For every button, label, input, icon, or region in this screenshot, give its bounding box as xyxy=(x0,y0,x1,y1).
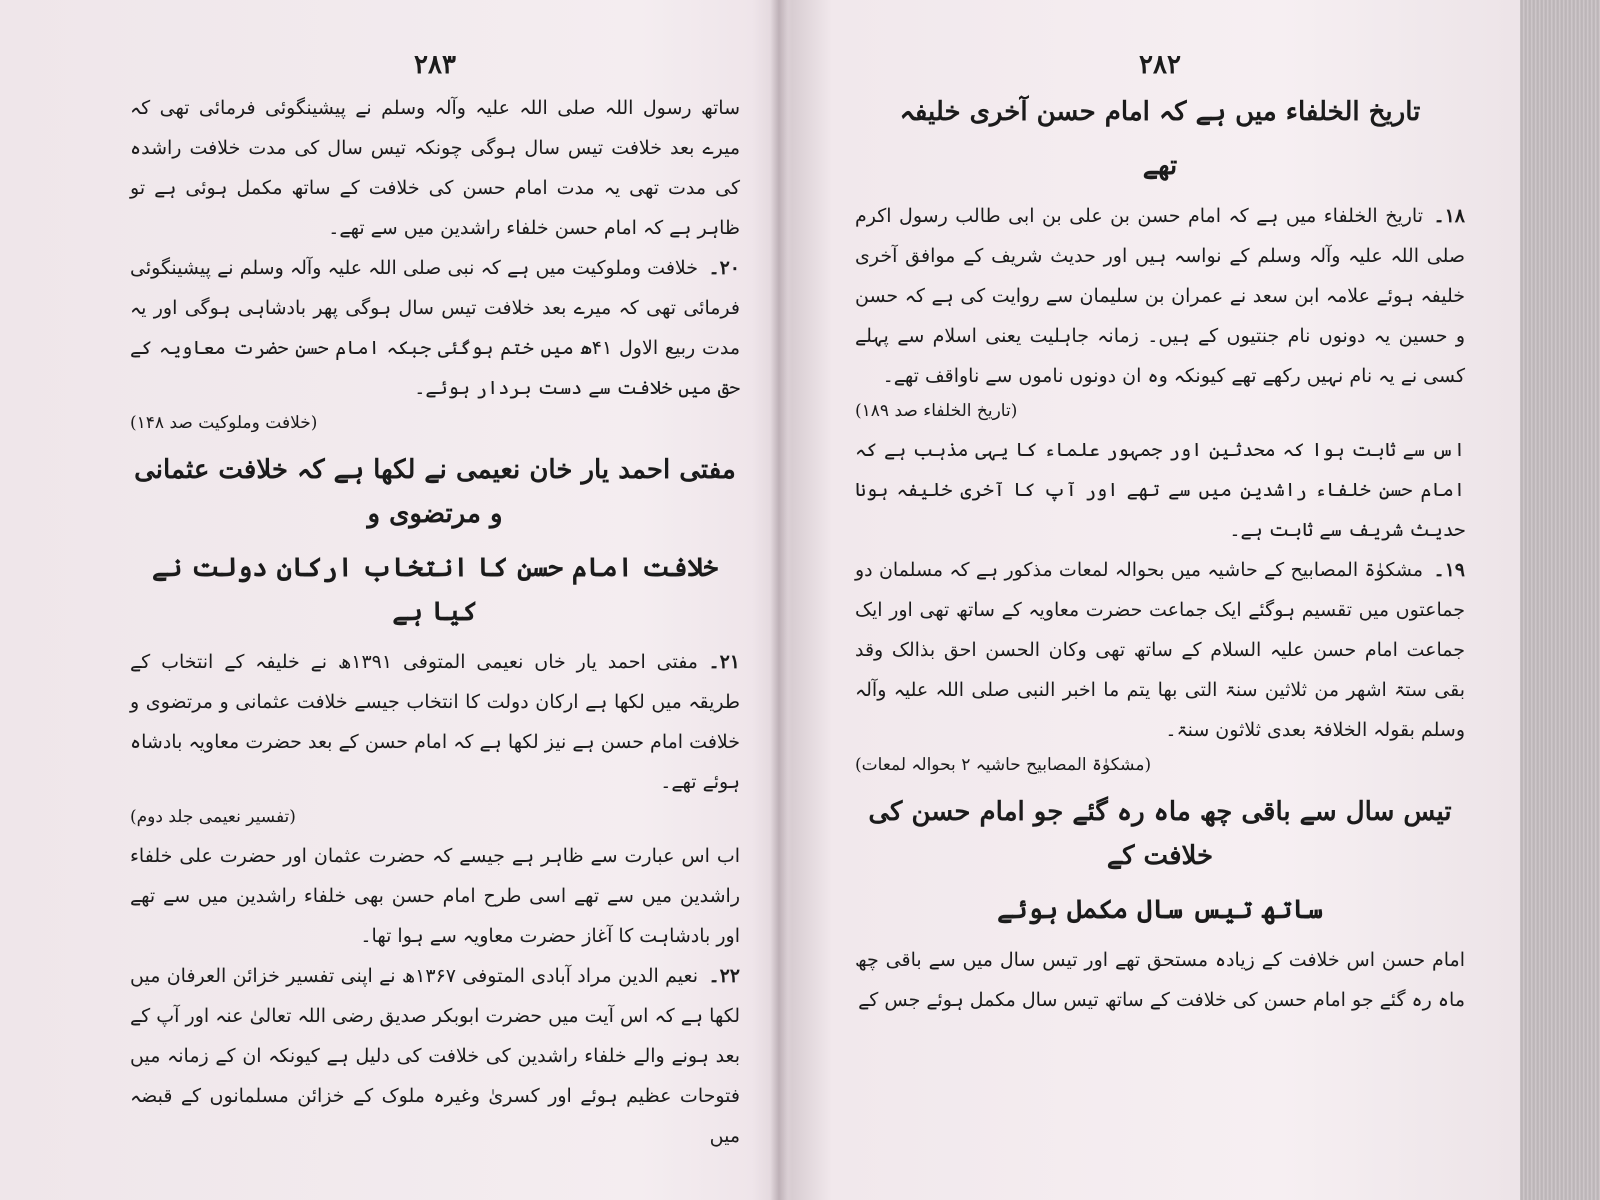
numbered-item-21 xyxy=(130,642,740,802)
citation: (تفسیر نعیمی جلد دوم) xyxy=(130,807,296,827)
item-number: ۱۸۔ xyxy=(1433,205,1465,227)
item-text: خلافت وملوکیت میں ہے کہ نبی صلی اللہ علیہ وآلہ وسلم نے پیشینگوئی فرمائی تھی کہ میرے بعد خلافت تیس سال ہوگی پھر بادشاہی ہوگی اور یہ مدت ربیع الاول ۴۱ھ میں ختم ہوگئی جبکہ امام حسن حضرت معاویہ کے حق میں خلافت سے دست بردار ہوئے۔ xyxy=(130,257,740,399)
section-heading: تاریخ الخلفاء میں ہے کہ امام حسن آخری خلیفہ xyxy=(899,97,1421,127)
right-page xyxy=(855,50,1465,1180)
item-number: ۲۱۔ xyxy=(708,651,740,673)
numbered-item-22 xyxy=(130,956,740,1156)
item-text: نعیم الدین مراد آبادی المتوفی ۱۳۶۷ھ نے اپنی تفسیر خزائن العرفان میں لکھا ہے کہ اس آیت میں حضرت ابوبکر صدیق رضی اللہ تعالیٰ عنہ اور آپ کے بعد ہونے والے خلفاء راشدین کی خلافت کی دلیل ہے کیونکہ ان کے زمانہ میں فتوحات عظیم ہوئے اور کسریٰ وغیرہ ملوک کے خزائن مسلمانوں کے قبضہ میں xyxy=(130,965,740,1147)
item-text: مفتی احمد یار خاں نعیمی المتوفی ۱۳۹۱ھ نے خلیفہ کے انتخاب کے طریقہ میں لکھا ہے ارکان دولت کا انتخاب جیسے خلافت عثمانی و مرتضوی و خلافت امام حسن ہے نیز لکھا ہے کہ امام حسن کے بعد حضرت معاویہ بادشاہ ہوئے تھے۔ xyxy=(130,651,740,793)
paragraph: امام حسن اس خلافت کے زیادہ مستحق تھے اور تیس سال میں سے باقی چھ ماہ رہ گئے جو امام حسن کی خلافت کے ساتھ تیس سال مکمل ہوئے جس کے xyxy=(855,949,1465,1011)
left-page xyxy=(130,50,740,1180)
numbered-item-20 xyxy=(130,248,740,408)
item-number: ۲۰۔ xyxy=(708,257,740,279)
page-number: ۲۸۳ xyxy=(414,50,456,80)
paragraph: اس سے ثابت ہوا کہ محدثین اور جمہور علماء کا یہی مذہب ہے کہ امام حسن خلفاء راشدین میں سے تھے اور آپ کا آخری خلیفہ ہونا حدیث شریف سے ثابت ہے۔ xyxy=(855,439,1465,541)
citation: (مشکوٰۃ المصابیح حاشیہ ۲ بحوالہ لمعات) xyxy=(855,755,1152,775)
page-edges xyxy=(1520,0,1600,1200)
book-gutter xyxy=(770,0,788,1200)
item-number: ۲۲۔ xyxy=(708,965,740,987)
paragraph: ساتھ رسول اللہ صلی اللہ علیہ وآلہ وسلم نے پیشینگوئی فرمائی تھی کہ میرے بعد خلافت تیس سال ہوگی چونکہ تیس سال کی مدت خلافت راشدہ کی مدت تھی یہ مدت امام حسن کی خلافت کے ساتھ مکمل ہوئی ہے تو ظاہر ہے کہ امام حسن خلفاء راشدین میں سے تھے۔ xyxy=(130,97,740,239)
numbered-item-18 xyxy=(855,196,1465,396)
paragraph: اب اس عبارت سے ظاہر ہے جیسے کہ حضرت عثمان اور حضرت علی خلفاء راشدین میں سے تھے اسی طرح امام حسن بھی خلفاء راشدین میں سے تھے اور بادشاہت کا آغاز حضرت معاویہ سے ہوا تھا۔ xyxy=(130,845,740,947)
section-heading: مفتی احمد یار خان نعیمی نے لکھا ہے کہ خلافت عثمانی و مرتضوی و xyxy=(134,455,736,529)
page-number: ۲۸۲ xyxy=(1139,50,1181,80)
section-heading: ساتھ تیس سال مکمل ہوئے xyxy=(997,895,1323,925)
citation: (تاریخ الخلفاء صد ۱۸۹) xyxy=(855,401,1018,421)
section-heading: تھے xyxy=(1142,151,1178,181)
section-heading: خلافت امام حسن کا انتخاب ارکان دولت نے کیا ہے xyxy=(151,553,719,627)
numbered-item-19 xyxy=(855,550,1465,750)
citation: (خلافت وملوکیت صد ۱۴۸) xyxy=(130,413,318,433)
item-number: ۱۹۔ xyxy=(1433,559,1465,581)
item-text: مشکوٰۃ المصابیح کے حاشیہ میں بحوالہ لمعات مذکور ہے کہ مسلمان دو جماعتوں میں تقسیم ہوگئے ایک جماعت حضرت معاویہ کے ساتھ تھی اور ایک جماعت امام حسن علیہ السلام کے ساتھ تھی وکان الحسن احق بذالک وقد بقی ستۃ اشھر من ثلاثین سنۃ التی بھا یتم ما اخبر النبی صلی اللہ علیہ وآلہ وسلم بقولہ الخلافۃ بعدی ثلاثون سنۃ۔ xyxy=(855,559,1465,741)
section-heading: تیس سال سے باقی چھ ماہ رہ گئے جو امام حسن کی خلافت کے xyxy=(868,797,1452,871)
item-text: تاریخ الخلفاء میں ہے کہ امام حسن بن علی بن ابی طالب رسول اکرم صلی اللہ علیہ وآلہ وسلم کے نواسہ ہیں اور حدیث شریف کے موافق آخری خلیفہ ہوئے علامہ ابن سعد نے عمران بن سلیمان سے روایت کی ہے کہ حسن و حسین یہ دونوں نام جنتیوں کے ہیں۔ زمانہ جاہلیت یعنی اسلام سے پہلے کسی نے یہ نام نہیں رکھے تھے کیونکہ وہ ان دونوں ناموں سے ناواقف تھے۔ xyxy=(855,205,1465,387)
